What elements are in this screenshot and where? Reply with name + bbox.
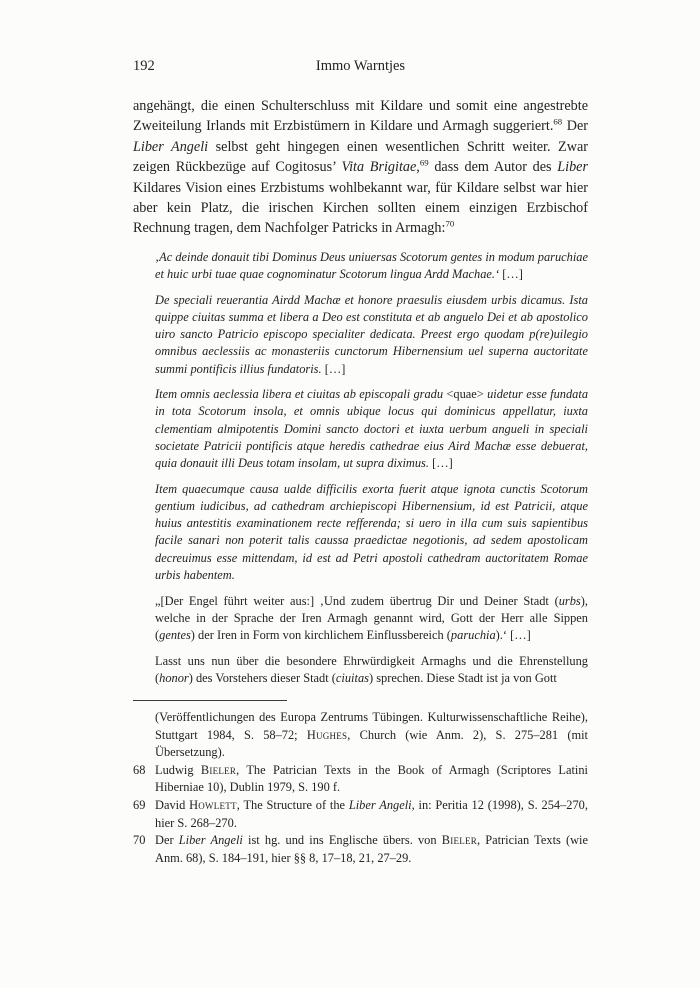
footnote-number: 69 — [133, 797, 146, 812]
footnote-number: 68 — [133, 762, 146, 777]
quote-latin-2: De speciali reuerantia Airdd Machæ et honore praesulis eiusdem urbis dicamus. Ista quippe ciuitas summa et libera a Deo est constituta et ab anguelo Dei et ab apostolico uiro sancto Patricio episcopo specialiter dedicata. Preest ergo quodam p(re)uilegio omnibus aeclessiis ac monasteriis cunctorum Hibernensium uel superna auctoritate summi pontificis illius fundatoris. […] — [155, 292, 588, 376]
page-header — [133, 58, 588, 76]
quote-latin-1: ‚Ac deinde donauit tibi Dominus Deus uniuersas Scotorum gentes in modum paruchiae et huic urbi tuae quae cognominatur Scotorum lingua Ardd Machae.‘ […] — [155, 249, 588, 282]
footnote-item-69 — [133, 797, 588, 832]
footnote-text: Der Liber Angeli ist hg. und ins Englische übers. von Bieler, Patrician Texts (wie Anm. 68), S. 184–191, hier §§ 8, 17–18, 21, 27–29. — [155, 833, 588, 865]
footnote-item-68 — [133, 762, 588, 797]
page-body — [133, 96, 588, 687]
page-number: 192 — [133, 58, 155, 74]
footnote-number: 70 — [133, 833, 146, 848]
body-paragraph: angehängt, die einen Schulterschluss mit Kildare und somit eine angestrebte Zweiteilung Irlands mit Erzbistümern in Kildare und Armagh suggeriert.$^{68}$ Der Liber Angeli selbst geht hingegen einen wesentlichen Schritt weiter. Zwar zeigen Rückbezüge auf Cogitosus’ Vita Brigitae,$^{69}$ dass dem Autor des Liber Kildares Vision eines Erzbistums wohlbekannt war, für Kildare selbst war hier aber kein Platz, die irischen Kirchen sollten einem einzigen Erzbischof Rechnung tragen, dem Nachfolger Patricks in Armagh:$^{70}$ — [133, 98, 588, 237]
footnote-item-70 — [133, 832, 588, 867]
quote-german-translation-1: „[Der Engel führt weiter aus:] ‚Und zudem übertrug Dir und Deiner Stadt (urbs), welche in der Sprache der Iren Armagh genannt wird, Gott der Herr alle Sippen (gentes) der Iren in Form von kirchlichem Einflussbereich (paruchia).‘ […] — [155, 593, 588, 642]
quote-german-translation-2: Lasst uns nun über die besondere Ehrwürdigkeit Armaghs und die Ehrenstellung (honor) des Vorstehers dieser Stadt (ciuitas) sprechen. Diese Stadt ist ja von Gott — [155, 653, 588, 685]
footnote-continuation: (Veröffentlichungen des Europa Zentrums Tübingen. Kulturwissenschaftliche Reihe), Stuttgart 1984, S. 58–72; Hughes, Church (wie Anm. 2), S. 275–281 (mit Übersetzung). — [155, 710, 588, 760]
running-head: Immo Warntjes — [315, 58, 406, 74]
footnote-text: David Howlett, The Structure of the Liber Angeli, in: Peritia 12 (1998), S. 254–270, hier S. 268–270. — [155, 797, 588, 830]
quote-latin-3: Item omnis aeclessia libera et ciuitas ab episcopali gradu <quae> uidetur esse fundata in tota Scotorum insola, et omnis ubique locus qui dominicus appellatur, iuxta clementiam almipotentis Domini sancto doctori et iuxta uerbum angueli in speciali societate Patricii pontificis atque heredis cathedrae eius Aird Machæ esse debuerat, quia donauit illi Deus totam insolam, ut supra diximus. […] — [155, 387, 589, 471]
block-quotes — [133, 249, 588, 687]
footnote-separator — [133, 700, 287, 701]
footnote-text: Ludwig Bieler, The Patrician Texts in the Book of Armagh (Scriptores Latini Hiberniae 10), Dublin 1979, S. 190 f. — [155, 762, 588, 795]
quote-latin-4: Item quaecumque causa ualde difficilis exorta fuerit atque ignota cunctis Scotorum gentium iudicibus, ad cathedram archiepiscopi Hibernensium, id est Patricii, atque huius antestitis examinationem recte refferenda; si uero in illa cum suis sapientibus facile sanari non poterit talis caussa praedictae negotionis, ad sedem apostolicam decreuimus esse mittendam, id est ad Petri apostoli cathedram auctoritatem Romae urbis habentem. — [155, 481, 588, 582]
footnote-section — [133, 700, 588, 867]
